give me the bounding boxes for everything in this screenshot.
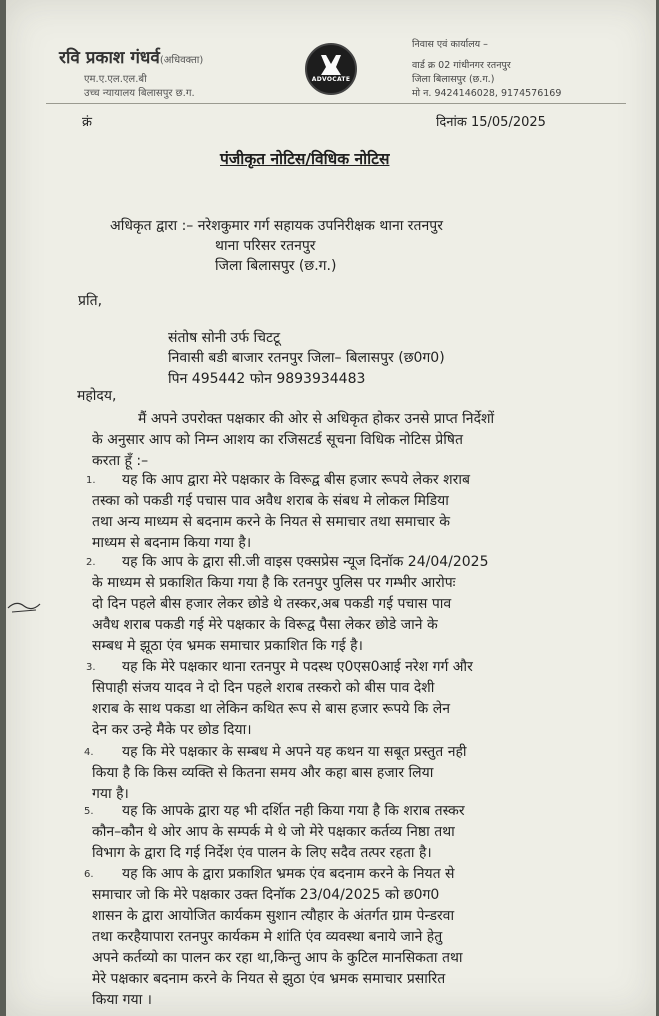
- point-line: यह कि आपके द्वारा यह भी दर्शित नही किया गया है कि शराब तस्कर: [122, 803, 465, 819]
- reference-label: क्रं: [82, 115, 92, 130]
- point-line: सम्बध मे झूठा एंव भ्रमक समाचार प्रकाशित कि गई है।: [92, 638, 363, 654]
- pen-mark-icon: [6, 598, 46, 616]
- intro-line: मैं अपने उपरोक्त पक्षकार की ओर से अधिकृत होकर उनसे प्राप्त निर्देशों: [138, 411, 495, 427]
- point-line: किया गया ।: [92, 992, 152, 1008]
- phone-numbers: मो न. 9424146028, 9174576169: [412, 88, 562, 99]
- point-number: 4.: [84, 747, 94, 758]
- advocate-logo: [305, 43, 357, 95]
- point-number: 1.: [86, 475, 96, 486]
- point-line: गया है।: [92, 786, 129, 802]
- date-line: [436, 112, 546, 130]
- point-line: कौन–कौन थे ओर आप के सम्पर्क मे थे जो मेरे पक्षकार कर्तव्य निष्ठा तथा: [92, 824, 455, 840]
- date-label: दिनांक: [436, 115, 467, 130]
- logo-text: ADVOCATE: [311, 76, 351, 83]
- point-line: यह कि मेरे पक्षकार के सम्बध मे अपने यह कथन या सबूत प्रस्तुत नही: [122, 744, 467, 760]
- point-line: माध्यम से बदनाम किया गया है।: [92, 535, 252, 551]
- point-number: 2.: [86, 557, 96, 568]
- recipient-address: निवासी बडी बाजार रतनपुर जिला– बिलासपुर (छ0ग0): [168, 350, 445, 366]
- letterhead-divider: [46, 103, 626, 104]
- authorized-line-2: थाना परिसर रतनपुर: [215, 238, 316, 254]
- recipient-contact: पिन 495442 फोन 9893934483: [168, 371, 366, 387]
- advocate-court: उच्च न्यायालय बिलासपुर छ.ग.: [84, 88, 195, 99]
- point-line: किया है कि किस व्यक्ति से कितना समय और कहा बास हजार लिया: [92, 765, 434, 781]
- point-line: के माध्यम से प्रकाशित किया गया है कि रतनपुर पुलिस पर गम्भीर आरोपः: [92, 575, 456, 591]
- salutation: महोदय,: [77, 388, 117, 404]
- authorized-line-3: जिला बिलासपुर (छ.ग.): [215, 258, 337, 274]
- point-line: यह कि आप के द्वारा सी.जी वाइस एक्सप्रेस न्यूज दिनॉक 24/04/2025: [122, 554, 489, 570]
- point-line: समाचार जो कि मेरे पक्षकार उक्त दिनॉक 23/04/2025 को छ0ग0: [92, 887, 440, 903]
- point-number: 6.: [84, 869, 94, 880]
- notice-paper: [6, 0, 656, 1016]
- point-line: मेरे पक्षकार बदनाम करने के नियत से झुठा एंव भ्रमक समाचार प्रसारित: [92, 971, 446, 987]
- point-line: अपने कर्तव्यो का पालन कर रहा था,किन्तु आप के कुटिल मानसिकता तथा: [92, 950, 463, 966]
- date-value: 15/05/2025: [470, 115, 546, 130]
- point-number: 5.: [84, 806, 94, 817]
- point-line: दो दिन पहले बीस हजार लेकर छोडे थे तस्कर,अब पकडी गई पचास पाव: [92, 596, 452, 612]
- to-label: प्रति,: [78, 293, 103, 309]
- advocate-title-suffix: (अधिवक्ता): [159, 55, 204, 66]
- recipient-name: संतोष सोनी उर्फ चिटटू: [168, 330, 281, 346]
- point-line: तथा करहैयापारा रतनपुर कार्यकम मे शांति एंव व्यवस्था बनाये जाने हेतु: [92, 929, 443, 945]
- point-line: शराब के साथ पकडा था लेकिन कथित रूप से बास हजार रूपये कि लेन: [92, 701, 450, 717]
- intro-line: के अनुसार आप को निम्न आशय का रजिसटर्ड सूचना विधिक नोटिस प्रेषित: [92, 432, 463, 448]
- point-line: सिपाही संजय यादव ने दो दिन पहले शराब तस्करो को बीस पाव देशी: [92, 680, 435, 696]
- residence-title: निवास एवं कार्यालय –: [412, 39, 488, 50]
- point-line: विभाग के द्वारा दि गई निर्देश एंव पालन के लिए सदैव तत्पर रहता है।: [92, 845, 432, 861]
- point-line: यह कि आप के द्वारा प्रकाशित भ्रमक एंव बदनाम करने के नियत से: [122, 866, 455, 882]
- address-line-1: वार्ड क्र 02 गांधीनगर रतनपुर: [412, 60, 511, 71]
- point-line: यह कि आप द्वारा मेरे पक्षकार के विरूद्व बीस हजार रूपये लेकर शराब: [122, 472, 470, 488]
- point-number: 3.: [86, 662, 96, 673]
- point-line: तस्का को पकडी गई पचास पाव अवैध शराब के संबध मे लोकल मिडिया: [92, 493, 449, 509]
- advocate-name-text: रवि प्रकाश गंधर्व: [59, 48, 160, 68]
- advocate-degree: एम.ए.एल.एल.बी: [84, 74, 147, 85]
- point-line: तथा अन्य माध्यम से बदनाम करने के नियत से समाचार तथा समाचार के: [92, 514, 450, 530]
- point-line: अवैध शराब पकडी गई मेरे पक्षकार के विरूद्व पैसा लेकर छोडे जाने के: [92, 617, 438, 633]
- intro-line: करता हूँ :–: [92, 453, 149, 469]
- notice-title: पंजीकृत नोटिस/विधिक नोटिस: [220, 150, 390, 168]
- point-line: शासन के द्वारा आयोजित कार्यकम सुशान त्यौहार के अंतर्गत ग्राम पेन्डरवा: [92, 908, 455, 924]
- address-line-2: जिला बिलासपुर (छ.ग.): [412, 74, 495, 85]
- authorized-line-1: अधिकृत द्वारा :– नरेशकुमार गर्ग सहायक उपनिरीक्षक थाना रतनपुर: [110, 218, 443, 234]
- point-line: देन कर उन्हे मैके पर छोड दिया।: [92, 722, 252, 738]
- advocate-name: [59, 45, 203, 68]
- point-line: यह कि मेरे पक्षकार थाना रतनपुर मे पदस्थ ए0एस0आई नरेश गर्ग और: [122, 659, 473, 675]
